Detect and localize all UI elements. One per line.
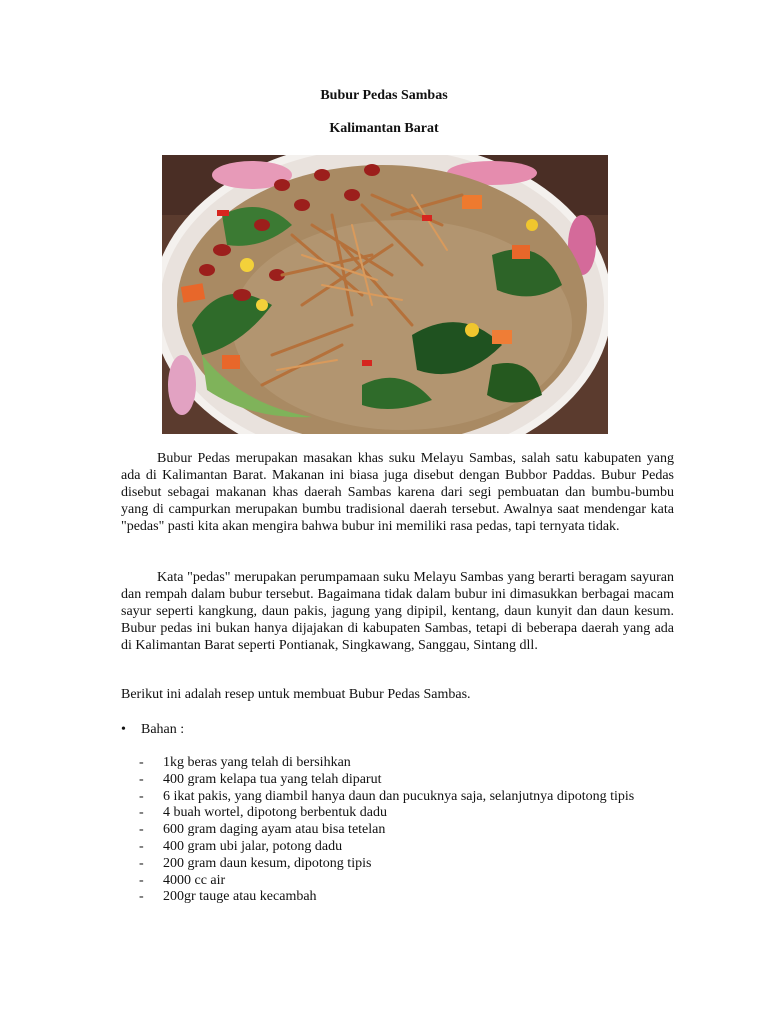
ingredient-text: 400 gram ubi jalar, potong dadu bbox=[163, 838, 343, 854]
list-item bbox=[139, 856, 674, 873]
bubur-pedas-photo bbox=[162, 155, 608, 434]
ingredient-text: 1kg beras yang telah di bersihkan bbox=[163, 755, 351, 770]
ingredient-text: 600 gram daging ayam atau bisa tetelan bbox=[163, 822, 386, 838]
ingredient-text: 4000 cc air bbox=[163, 872, 226, 888]
list-item bbox=[139, 839, 674, 856]
dash-icon: - bbox=[139, 788, 144, 804]
dash-icon: - bbox=[139, 872, 144, 888]
bahan-label: Bahan : bbox=[141, 722, 185, 737]
paragraph-intro: Bubur Pedas merupakan masakan khas suku Melayu Sambas, salah satu kabupaten yang ada di Kalimantan Barat. Makanan ini biasa juga disebut dengan Bubbor Paddas. Bubur Pedas disebut sebagai makanan khas daerah Sambas karena dari segi pembuatan dan bumbu-bumbu yang di campurkan merupakan bumbu tradisional daerah tersebut. Awalnya saat mendengar kata "pedas" pasti kita akan mengira bahwa bubur ini memiliki rasa pedas, tapi ternyata tidak. bbox=[121, 451, 674, 534]
ingredient-text: 200 gram daun kesum, dipotong tipis bbox=[163, 855, 372, 871]
dash-icon: - bbox=[139, 755, 144, 770]
ingredient-text: 400 gram kelapa tua yang telah diparut bbox=[163, 771, 382, 787]
dash-icon: - bbox=[139, 771, 144, 787]
dash-icon: - bbox=[139, 889, 144, 905]
list-item bbox=[139, 822, 674, 839]
dash-icon: - bbox=[139, 838, 144, 854]
ingredient-list bbox=[139, 755, 674, 906]
dash-icon: - bbox=[139, 805, 144, 821]
paragraph-pedas-meaning: Kata "pedas" merupakan perumpamaan suku Melayu Sambas yang berarti beragam sayuran dan rempah dalam bubur tersebut. Bagaimana tidak dalam bubur ini dimasukkan berbagai macam sayur seperti kangkung, daun pakis, jagung yang dipipil, kentang, daun kunyit dan daun kesum. Bubur pedas ini bukan hanya dijajakan di kabupaten Sambas, tetapi di beberapa daerah yang ada di Kalimantan Barat seperti Pontianak, Singkawang, Sanggau, Sintang dll. bbox=[121, 570, 674, 653]
dash-icon: - bbox=[139, 855, 144, 871]
ingredient-text: 6 ikat pakis, yang diambil hanya daun dan pucuknya saja, selanjutnya dipotong tipis bbox=[163, 788, 635, 804]
document-subtitle: Kalimantan Barat bbox=[329, 121, 439, 136]
ingredient-text: 4 buah wortel, dipotong berbentuk dadu bbox=[163, 805, 387, 821]
list-item bbox=[139, 805, 674, 822]
list-item bbox=[139, 755, 674, 772]
list-item bbox=[139, 889, 674, 906]
bahan-heading bbox=[121, 721, 184, 738]
document-title: Bubur Pedas Sambas bbox=[320, 88, 448, 103]
list-item bbox=[139, 873, 674, 890]
paragraph-recipe-intro: Berikut ini adalah resep untuk membuat Bubur Pedas Sambas. bbox=[121, 687, 471, 702]
bullet-icon: • bbox=[121, 722, 126, 737]
list-item bbox=[139, 789, 674, 806]
ingredient-text: 200gr tauge atau kecambah bbox=[163, 889, 317, 905]
list-item bbox=[139, 772, 674, 789]
dash-icon: - bbox=[139, 822, 144, 838]
